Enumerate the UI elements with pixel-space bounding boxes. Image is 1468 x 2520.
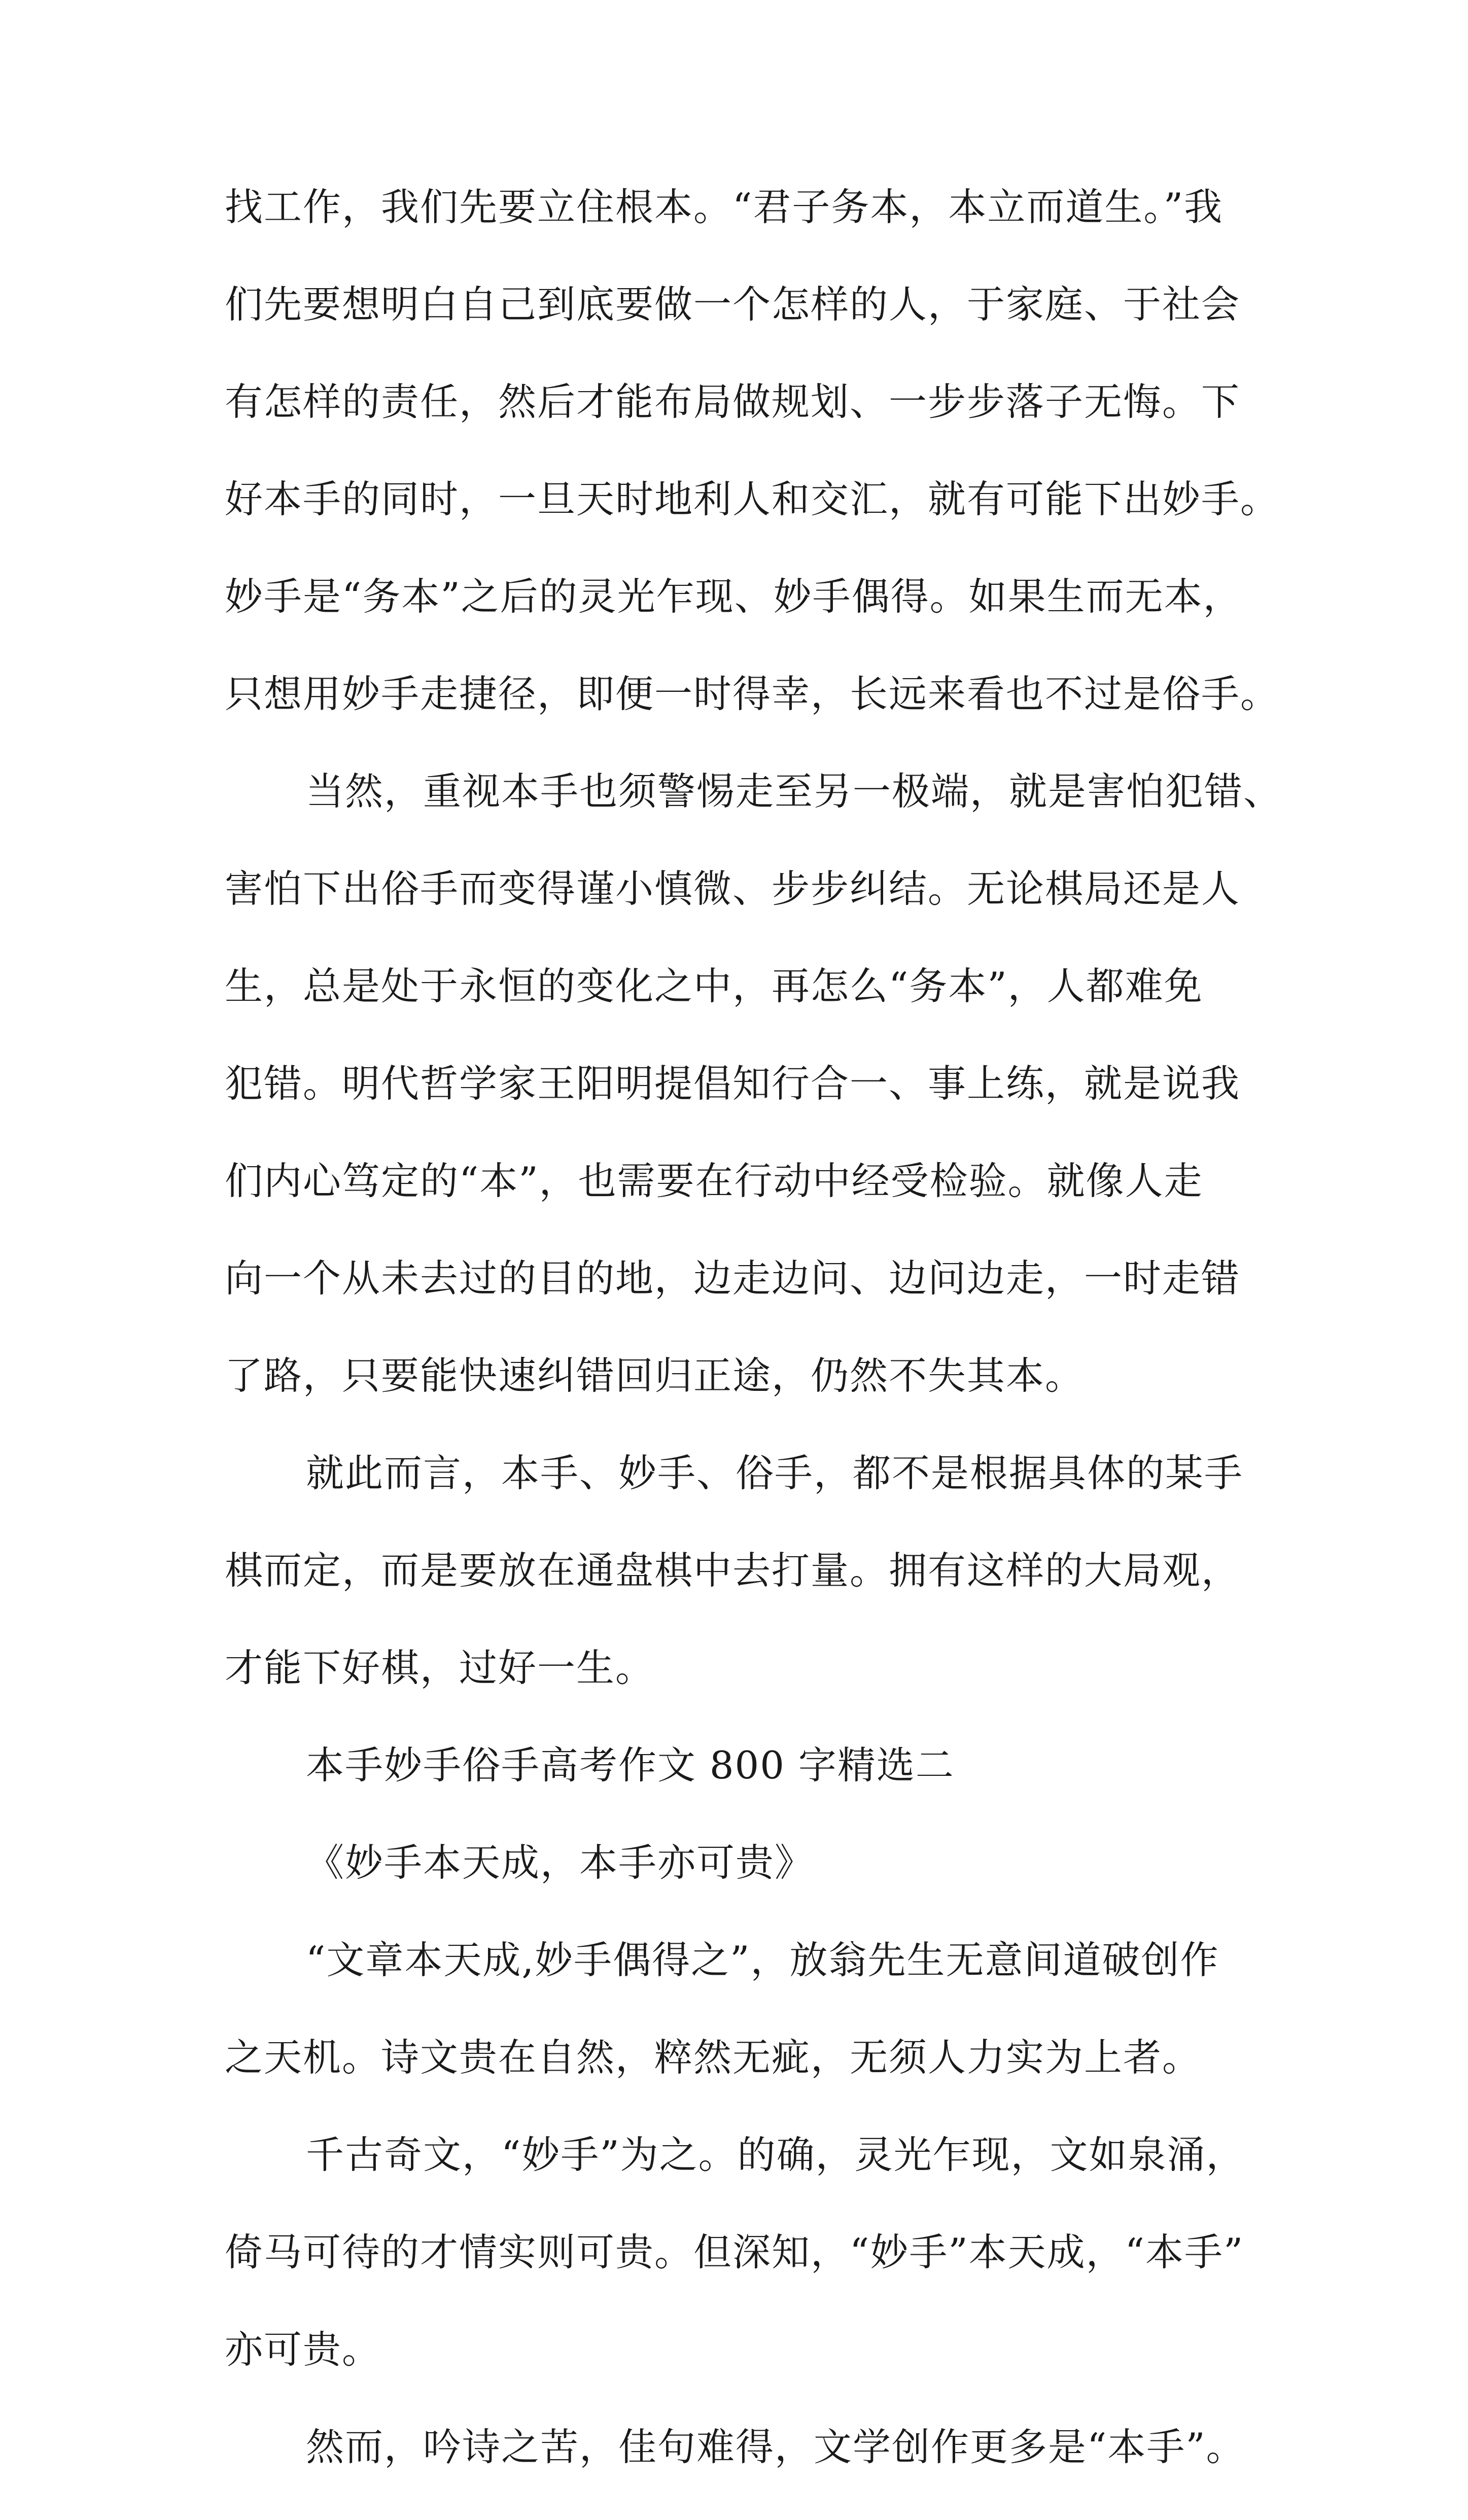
paragraph-start-line: 就此而言，本手、妙手、俗手，都不是根据具体的某手 [306,1451,1244,1495]
text-line: 亦可贵。 [225,2327,381,2372]
text-line: 妙手是“务本”之后的灵光乍现、妙手偶得。如果生而无本， [225,574,1242,619]
paragraph-start-line: 千古奇文，“妙手”为之。的确，灵光乍现，文如泉涌， [306,2132,1245,2177]
text-line: 才能下好棋，过好一生。 [225,1646,655,1690]
text-line: 向一个从未去过的目的地，边走边问、边问边走，一时走错 [225,1256,1241,1301]
text-line: 生，总是处于永恒的变化之中，再怎么“务本”，人都难免 [225,964,1203,1008]
text-line: 了路，只要能快速纠错回归正途，仍然不失其本。 [225,1353,1085,1398]
essay-title: 《妙手本天成，本手亦可贵》 [306,1840,814,1885]
text-line: 们先要想明白自己到底要做一个怎样的人，于家庭、于社会 [225,282,1241,327]
text-line: 找工作，我们先要立住根本。“君子务本，本立而道生。”我 [225,185,1224,229]
document-body [225,183,1283,2520]
text-line: 害怕下出俗手而变得谨小慎微、步步纠结。无论棋局还是人 [225,866,1241,911]
text-line: 们内心笃定的“本”，也需要在行动中经受检验。就像人走 [225,1159,1203,1203]
section-heading: 本手妙手俗手高考作文 800 字精选二 [306,1743,955,1788]
text-line: 好本手的同时，一旦天时地利人和交汇，就有可能下出妙手。 [225,477,1280,521]
text-line: 之天机。诗文贵在自然，粹然无疵，无须人力实为上者。 [225,2035,1202,2080]
text-line: 倚马可待的才情实则可贵。但深知，“妙手”本天成，“本手” [225,2230,1244,2274]
text-line: 有怎样的责任，然后才能布局做规划、一步步落子无悔。下 [225,379,1241,424]
text-line: 棋而定，而是要放在通盘棋中去打量。拥有这样的大局观， [225,1548,1241,1593]
paragraph-start-line: 然而，吟诗之苦，佳句难得，文学创作更多是“本手”。 [306,2425,1245,2469]
paragraph-start-line: 当然，重视本手也须警惕走至另一极端，就是害怕犯错、 [306,769,1283,814]
text-line: 只想用妙手走捷径，即便一时得幸，长远来看也不过是俗手。 [225,672,1280,716]
paragraph-start-line: “文章本天成,妙手偶得之”，放翁先生无意间道破创作 [306,1938,1219,1982]
text-line: 犯错。明代哲学家王阳明提倡知行合一、事上练，就是说我 [225,1061,1241,1106]
